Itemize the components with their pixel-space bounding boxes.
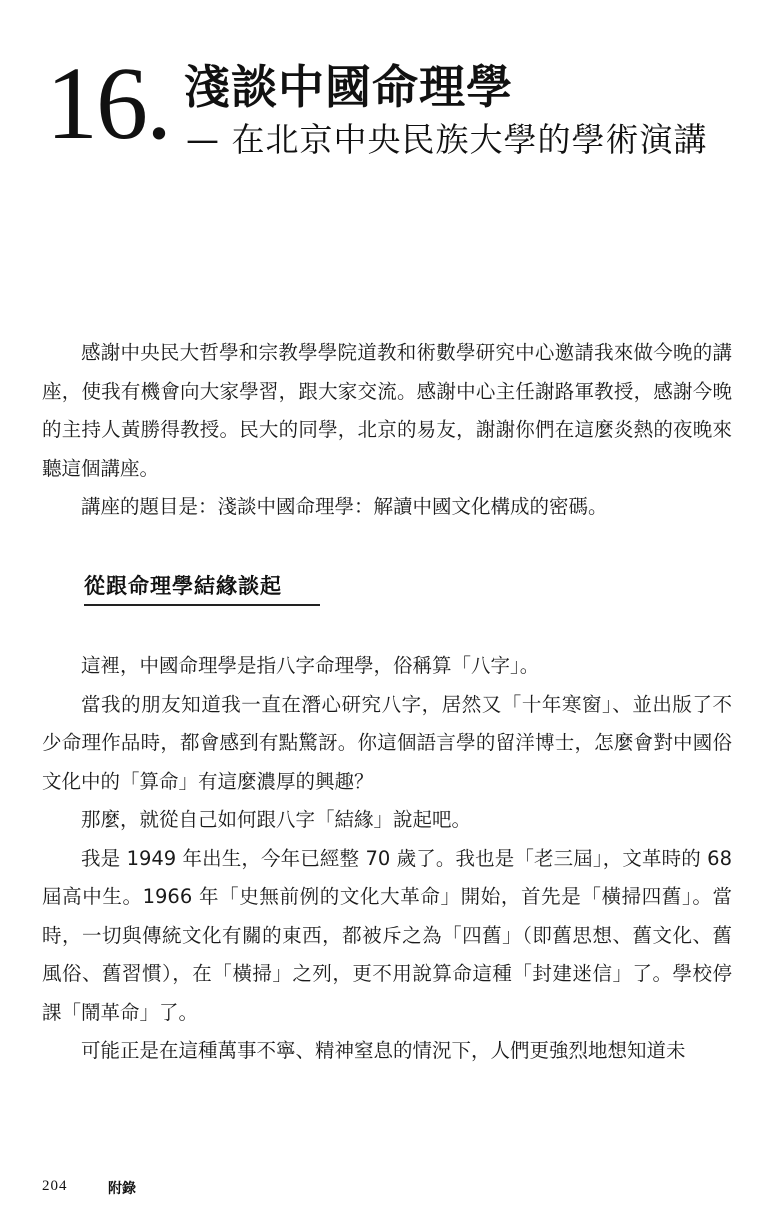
- intro-paragraph: 感謝中央民大哲學和宗教學學院道教和術數學研究中心邀請我來做今晚的講座，使我有機會向大家學習，跟大家交流。感謝中心主任謝路軍教授，感謝今晚的主持人黃勝得教授。民大的同學，北京的易友，謝謝你們在這麼炎熱的夜晚來聽這個講座。: [42, 341, 732, 480]
- section-paragraph: 這裡，中國命理學是指八字命理學，俗稱算「八字」。: [81, 654, 540, 677]
- section-paragraph: 我是 1949 年出生，今年已經整 70 歲了。我也是「老三屆」，文革時的 68 屆高中生。1966 年「史無前例的文化大革命」開始，首先是「橫掃四舊」。當時，一切與傳統文化有關的東西，都被斥之為「四舊」（即舊思想、舊文化、舊風俗、舊習慣），在「橫掃」之列，更不用說算命這種「封建迷信」了。學校停課「鬧革命」了。: [42, 846, 732, 1024]
- section-paragraph: 可能正是在這種萬事不寧、精神窒息的情況下，人們更強烈地想知道未: [81, 1039, 686, 1062]
- chapter-number: 16.: [46, 46, 170, 161]
- page-number: 204: [42, 1178, 68, 1194]
- section-heading: 從跟命理學結緣談起: [84, 573, 282, 598]
- intro-paragraph: 講座的題目是：淺談中國命理學：解讀中國文化構成的密碼。: [81, 495, 608, 518]
- chapter-title: 淺談中國命理學: [184, 60, 513, 114]
- chapter-subtitle: — 在北京中央民族大學的學術演講: [186, 120, 708, 159]
- section-paragraph: 當我的朋友知道我一直在潛心研究八字，居然又「十年寒窗」、並出版了不少命理作品時，都會感到有點驚訝。你這個語言學的留洋博士，怎麼會對中國俗文化中的「算命」有這麼濃厚的興趣？: [42, 692, 732, 793]
- section-paragraph: 那麼，就從自己如何跟八字「結緣」說起吧。: [81, 808, 472, 831]
- section-text-block: [42, 647, 732, 1071]
- section-heading-underline: [84, 604, 320, 606]
- footer-section-label: 附錄: [108, 1181, 136, 1197]
- intro-text-block: [42, 334, 732, 527]
